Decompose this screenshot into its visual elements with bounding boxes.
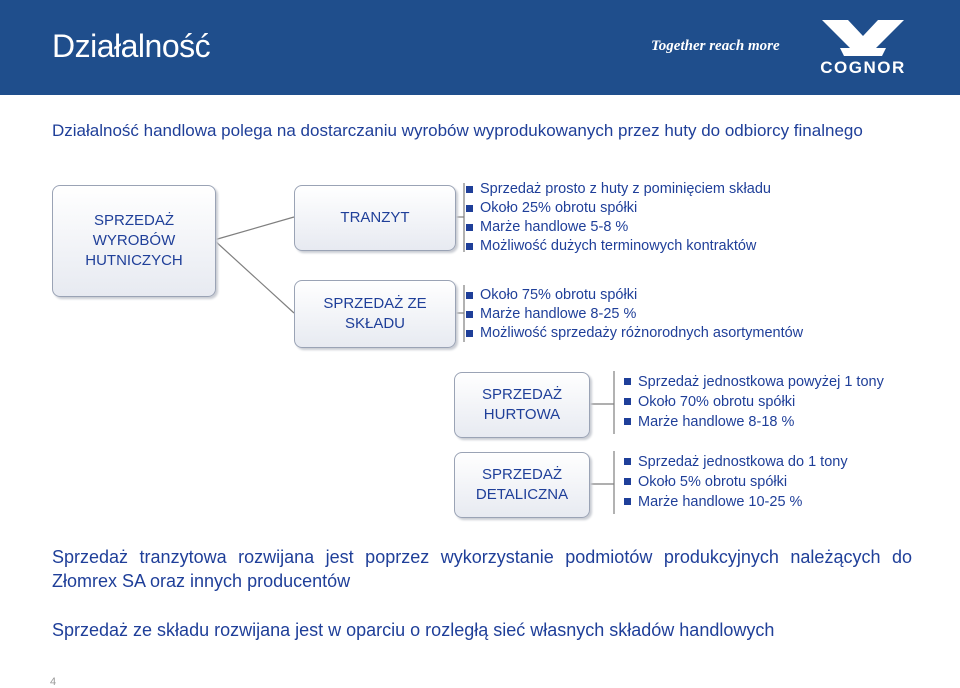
- bullet-text: Sprzedaż jednostkowa do 1 tony: [638, 454, 848, 470]
- list-item: [466, 305, 803, 324]
- bullet-square-icon: [624, 498, 631, 505]
- box-tranzyt: [294, 185, 456, 251]
- bullet-square-icon: [624, 418, 631, 425]
- bullet-square-icon: [624, 378, 631, 385]
- list-item: [466, 199, 771, 218]
- logo-text: COGNOR: [820, 58, 906, 77]
- bullet-text: Około 70% obrotu spółki: [638, 394, 796, 410]
- list-item: [624, 472, 848, 492]
- list-item: [466, 218, 771, 237]
- list-item: [624, 372, 884, 392]
- bullet-text: Około 5% obrotu spółki: [638, 474, 788, 490]
- bullet-text: Możliwość sprzedaży różnorodnych asortymentów: [480, 325, 804, 341]
- box-label-line: SPRZEDAŻ ZE: [323, 295, 427, 312]
- box-sprzedaz-ze-skladu: [294, 280, 456, 348]
- bullet-square-icon: [466, 311, 473, 318]
- box-label-line: SPRZEDAŻ: [93, 212, 174, 229]
- tagline: Together reach more: [651, 38, 780, 54]
- bullet-text: Marże handlowe 10-25 %: [638, 494, 803, 510]
- list-item: [624, 412, 884, 432]
- box-label-line: WYROBÓW: [92, 232, 176, 249]
- bullet-square-icon: [466, 330, 473, 337]
- bullet-text: Marże handlowe 5-8 %: [480, 219, 629, 235]
- list-item: [466, 324, 803, 343]
- bullet-square-icon: [624, 478, 631, 485]
- box-label-line: SPRZEDAŻ: [481, 466, 562, 483]
- bullet-square-icon: [466, 292, 473, 299]
- box-label-line: TRANZYT: [340, 209, 410, 226]
- list-item: [624, 392, 884, 412]
- page-title: Działalność: [52, 28, 211, 64]
- list-item: [466, 237, 771, 256]
- bullet-text: Marże handlowe 8-25 %: [480, 306, 637, 322]
- list-item: [624, 452, 848, 472]
- box-label-line: HUTNICZYCH: [85, 252, 183, 269]
- detaliczna-bullet-list: [624, 452, 848, 512]
- bullet-square-icon: [624, 458, 631, 465]
- warehouse-note: Sprzedaż ze składu rozwijana jest w oparciu o rozległą sieć własnych składów handlowych: [52, 620, 775, 640]
- hurtowa-bullet-list: [624, 372, 884, 432]
- bullet-square-icon: [624, 398, 631, 405]
- box-label-line: SPRZEDAŻ: [481, 386, 562, 403]
- bullet-text: Możliwość dużych terminowych kontraktów: [480, 238, 757, 254]
- sklad-bullet-list: [466, 286, 803, 343]
- bullet-text: Sprzedaż jednostkowa powyżej 1 tony: [638, 374, 884, 390]
- bullet-square-icon: [466, 243, 473, 250]
- list-item: [466, 180, 771, 199]
- box-label-line: HURTOWA: [483, 406, 561, 423]
- transit-note: Sprzedaż tranzytowa rozwijana jest poprzez wykorzystanie podmiotów produkcyjnych należących do Złomrex SA oraz innych producentów: [52, 547, 912, 591]
- bullet-text: Marże handlowe 8-18 %: [638, 414, 795, 430]
- tranzyt-bullet-list: [466, 180, 771, 256]
- bullet-text: Około 25% obrotu spółki: [480, 200, 638, 216]
- bullet-square-icon: [466, 205, 473, 212]
- box-label-line: DETALICZNA: [475, 486, 569, 503]
- list-item: [624, 492, 848, 512]
- page-number: 4: [50, 676, 57, 688]
- box-label-line: SKŁADU: [344, 315, 405, 332]
- bullet-square-icon: [466, 186, 473, 193]
- intro-text: Działalność handlowa polega na dostarczaniu wyrobów wyprodukowanych przez huty do odbiorcy finalnego: [52, 121, 863, 140]
- box-sprzedaz-wyrobow: [52, 185, 216, 297]
- bullet-square-icon: [466, 224, 473, 231]
- bullet-text: Sprzedaż prosto z huty z pominięciem składu: [480, 181, 771, 197]
- list-item: [466, 286, 803, 305]
- box-sprzedaz-hurtowa: [454, 372, 590, 438]
- bullet-text: Około 75% obrotu spółki: [480, 287, 638, 303]
- box-sprzedaz-detaliczna: [454, 452, 590, 518]
